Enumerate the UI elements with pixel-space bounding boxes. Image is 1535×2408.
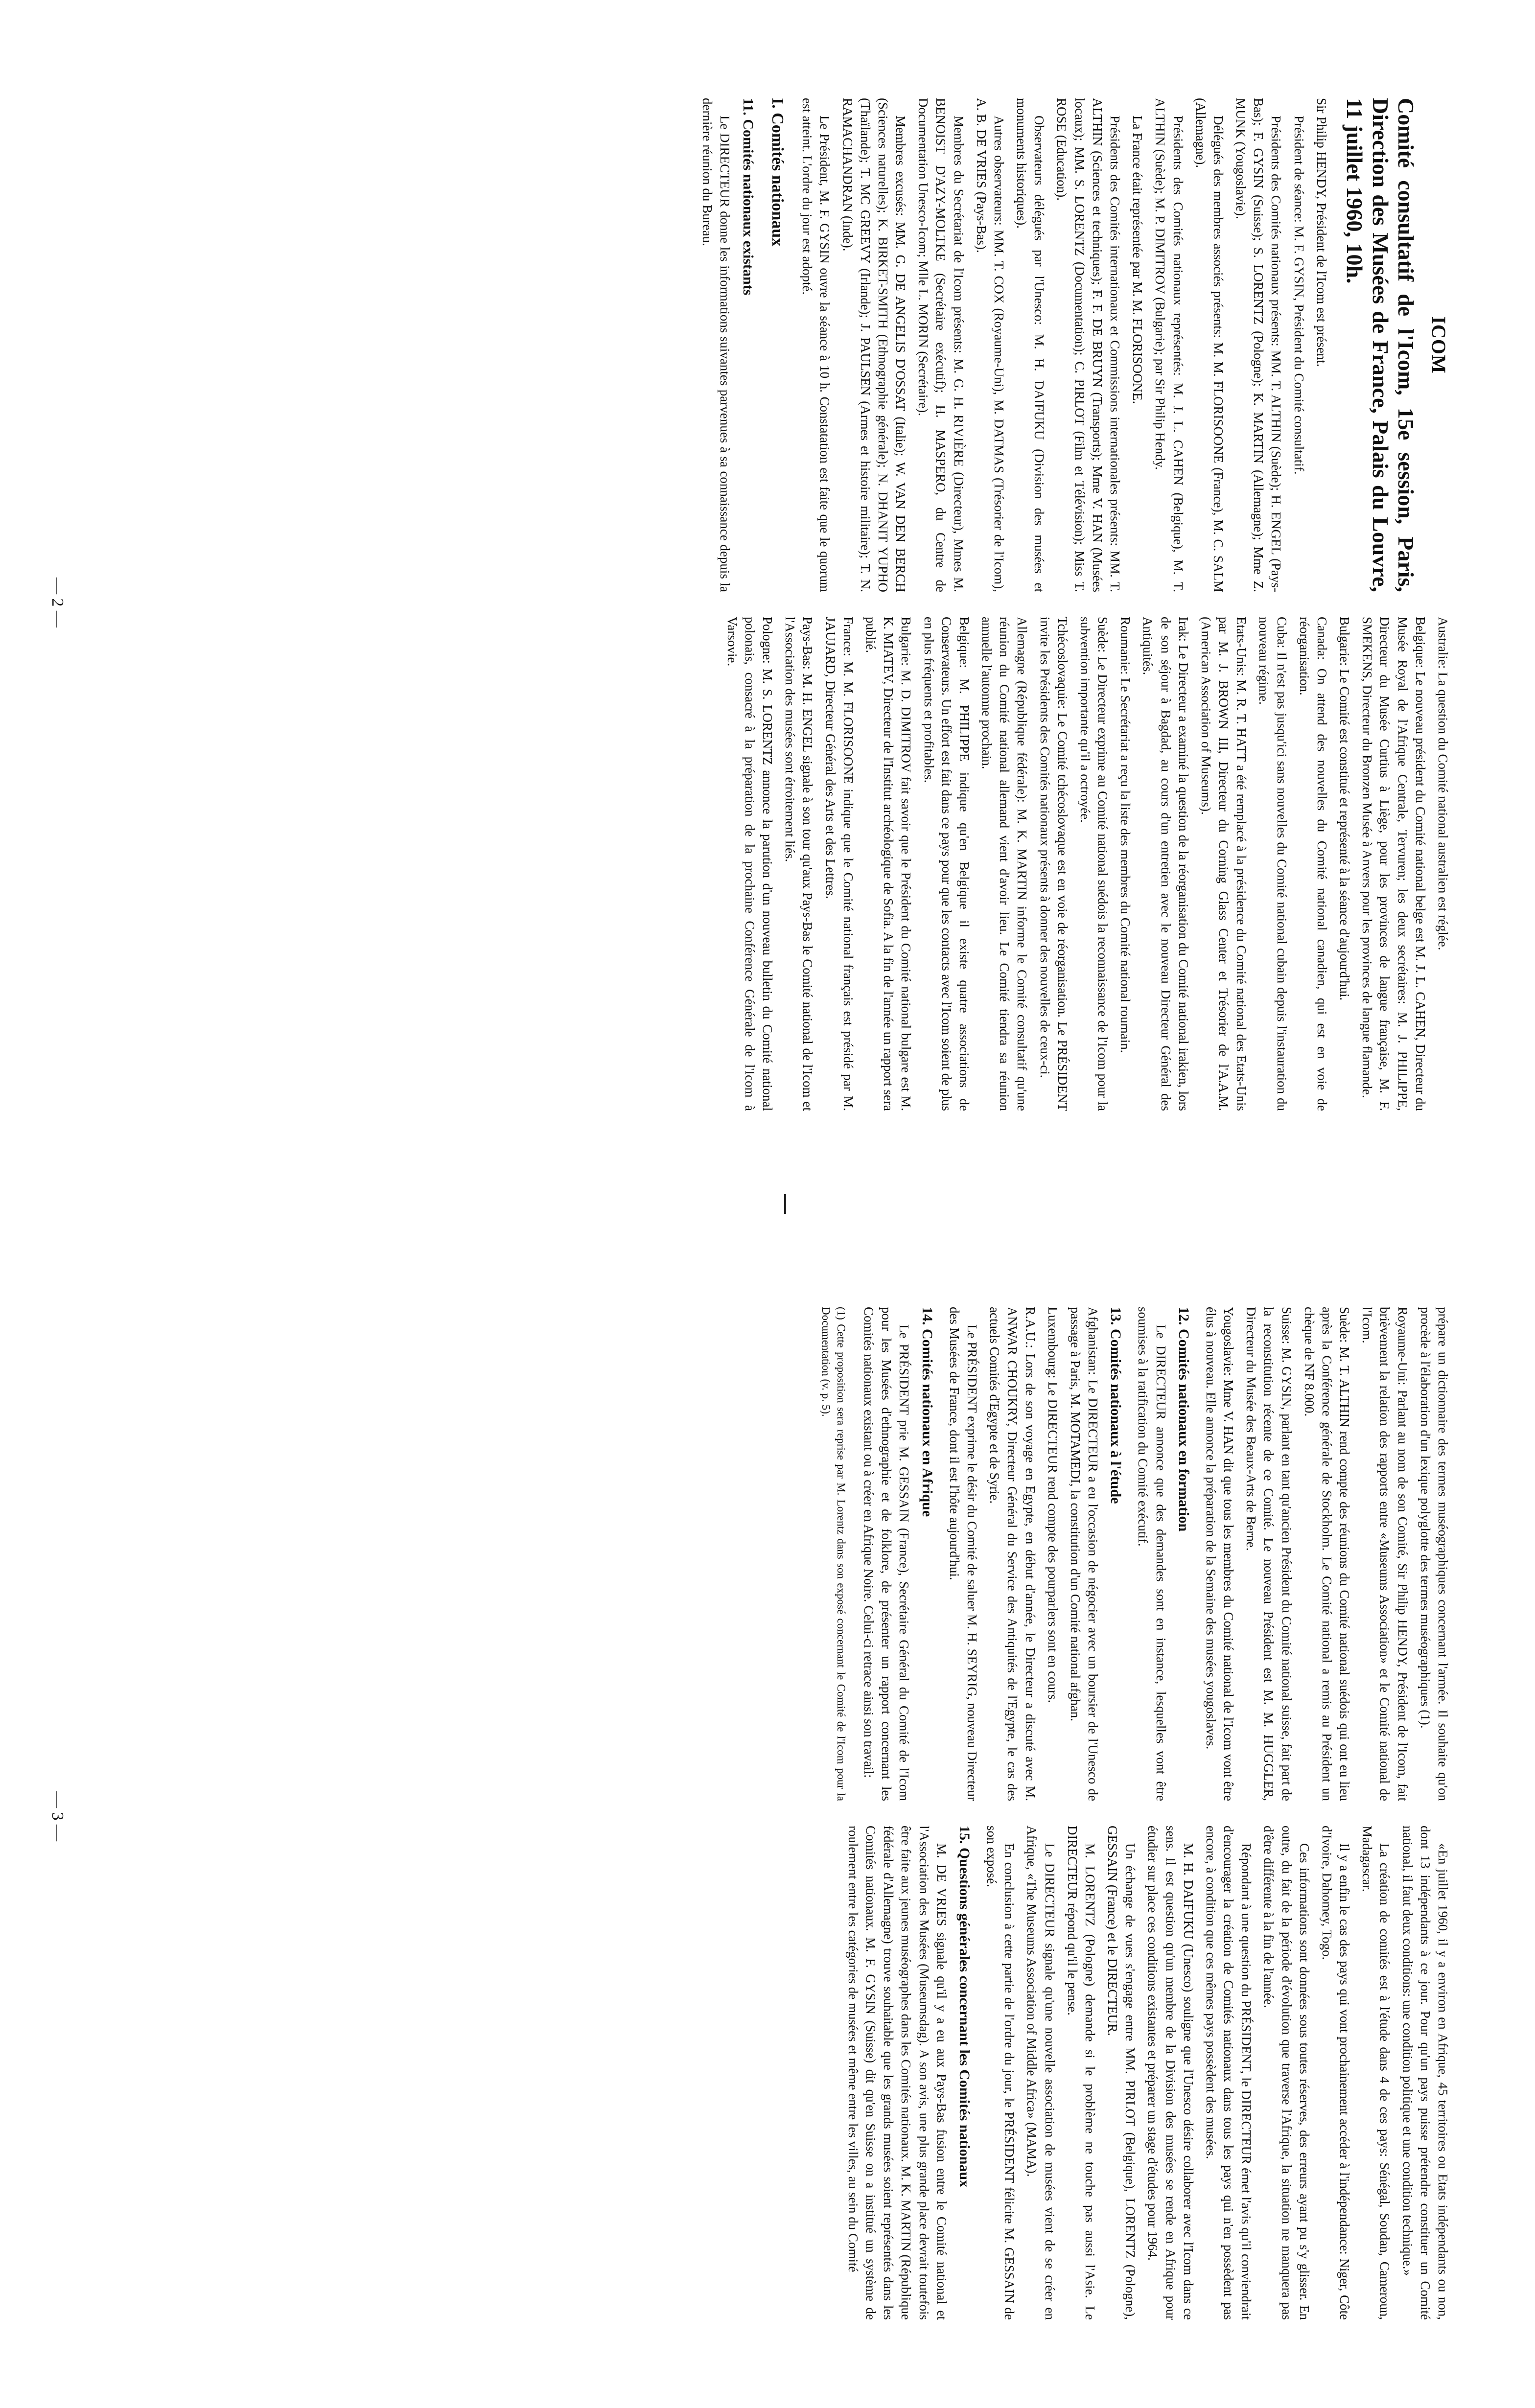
paragraph: La France était représentée par M. M. FLORISOONE. xyxy=(1130,116,1145,404)
paragraph: Le DIRECTEUR donne les informations suivantes parvenues à sa connaissance depuis la dernière réunion du Bureau. xyxy=(700,98,733,592)
page-number: — 2 — xyxy=(48,578,67,627)
paragraph: Membres du Secrétariat de l'Icom présents: M. G. H. RIVIÈRE (Directeur), Mmes M. BENOIST D'AZY-MOLTKE (Secrétaire exécutif); H. MASPERO, du Centre de Documentation Unesco-Icom; Mlle L. MORIN (Secrétaire). xyxy=(916,98,966,592)
paragraph: Yougoslavie: Mme V. HAN dit que tous les membres du Comité national de l'Icom vont être élus à nouveau. Elle annonce la préparation de la Semaine des musées yougoslaves. xyxy=(1203,1307,1236,1801)
paragraph: Suède: M. T. ALTHIN rend compte des réunions du Comité national suédois qui ont eu lieu après la Conférence générale de Stockholm. Le Comité national a remis au Président un chèque de NF 8.000. xyxy=(1302,1307,1352,1801)
masthead: ICOM xyxy=(1428,316,1450,374)
paragraph: Bulgarie: Le Comité est constitué et représenté à la séance d'aujourd'hui. xyxy=(1337,617,1352,1001)
paragraph: Répondant à une question du PRÉSIDENT, le DIRECTEUR émet l'avis qu'il conviendrait d'encourager la création de Comités nationaux dans tous les pays qui n'en possèdent pas encore, à condition que ces mêmes pays possèdent des musées. xyxy=(1203,1826,1254,2320)
paragraph: Cuba: Il n'est pas jusqu'ici sans nouvelles du Comité national cubain depuis l'instauration du nouveau régime. xyxy=(1256,617,1289,1111)
paragraph: Présidents des Comités nationaux représentés: M. J. L. CAHEN (Belgique), M. T. ALTHIN (Suède); M. P. DIMITROV (Bulgarie); par Sir Philip Hendy. xyxy=(1153,98,1186,592)
paragraph: Belgique: M. PHILIPPE indique qu'en Belgique il existe quatre associations de Conservateurs. Un effort est fait dans ce pays pour que les contacts avec l'Icom soient de plus en plus fréquents et profitables. xyxy=(921,617,972,1111)
paragraph: Canada: On attend des nouvelles du Comité national canadien, qui est en voie de réorganisation. xyxy=(1297,617,1329,1111)
footnote: (1) Cette proposition sera reprise par M. Lorentz dans son exposé concernant le Comité de l'Icom pour la Documentation (v. p. 5). xyxy=(820,1307,847,1801)
paragraph: Le Président, M. F. GYSIN ouvre la séance à 10 h. Constatation est faite que le quorum est atteint. L'ordre du jour est adopté. xyxy=(800,98,833,592)
paragraph: Roumanie: Le Secrétariat a reçu la liste des membres du Comité national roumain. xyxy=(1118,617,1133,1053)
paragraph: Un échange de vues s'engage entre MM. PIRLOT (Belgique), LORENTZ (Pologne), GESSAIN (France) et le DIRECTEUR. xyxy=(1105,1826,1138,2320)
paragraph: Le DIRECTEUR annonce que des demandes sont en instance, lesquelles vont être soumises à la ratification du Comité exécutif. xyxy=(1136,1307,1168,1801)
paragraph: Autres observateurs: MM. T. COX (Royaume-Uni), M. DATMAS (Trésorier de l'Icom), A. B. DE VRIES (Pays-Bas). xyxy=(974,98,1006,592)
paragraph: M. H. DAIFUKU (Unesco) souligne que l'Unesco désire collaborer avec l'Icom dans ce sens. Il est question qu'un membre de la Division des musées se rende en Afrique pour étudier sur place ces conditions existantes et préparer un stage d'études pour 1964. xyxy=(1145,1826,1196,2320)
paragraph: Présidents des Comités internationaux et Commissions internationales présents: MM. T. ALTHIN (Sciences et techniques); F. F. DE BRUYN (Transports); Mme V. HAN (Musées locaux); MM. S. LORENTZ (Documentation); C. PIRLOT (Film et Télévision); Miss T. ROSE (Education). xyxy=(1054,98,1123,592)
paragraph: Afghanistan: Le DIRECTEUR a eu l'occasion de négocier avec un boursier de l'Unesco de passage à Paris, M. MOTAMEDI, la constitution d'un Comité national afghan. xyxy=(1068,1307,1101,1801)
paragraph: Pologne: M. S. LORENTZ annonce la parution d'un nouveau bulletin du Comité national polonais, consacré à la préparation de la prochaine Conférence Générale de l'Icom à Varsovie. xyxy=(724,617,775,1111)
paragraph: Tchécoslovaquie: Le Comité tchécoslovaque est en voie de réorganisation. Le PRÉSIDENT invite les Présidents des Comités nationaux présents à donner des nouvelles de ceux-ci. xyxy=(1037,617,1070,1111)
subsection-heading: 11. Comités nationaux existants xyxy=(740,98,756,296)
paragraph: Le PRÉSIDENT exprime le désir du Comité de saluer M. H. SEYRIG, nouveau Directeur des Musées de France, dont il est l'hôte aujourd'hui. xyxy=(947,1307,980,1801)
paragraph: Belgique: Le nouveau président du Comité national belge est M. J. L. CAHEN, Directeur du Musée Royal de l'Afrique Centrale, Tervuren; les deux secrétaires: M. J. PHILIPPE, Directeur du Musée Curtius à Liège, pour les provinces de langue française, M. F. SMEKENS, Directeur du Bronzen Musée à Anvers pour les provinces de langue flamande. xyxy=(1360,617,1428,1111)
page-3 xyxy=(0,1204,1535,2408)
paragraph: Irak: Le Directeur a examiné la question de la réorganisation du Comité national irakien, lors de son séjour à Bagdad, au cours d'un entretien avec le nouveau Directeur Général des Antiquités. xyxy=(1140,617,1191,1111)
paragraph: Le PRÉSIDENT prie M. GESSAIN (France), Secrétaire Général du Comité de l'Icom pour les Musées d'ethnographie et de folklore, de présenter un rapport concernant les Comités nationaux existant ou à créer en Afrique Noire. Celui-ci retrace ainsi son travail: xyxy=(861,1307,912,1801)
subsection-heading: 14. Comités nationaux en Afrique xyxy=(919,1307,935,1517)
paragraph: En conclusion à cette partie de l'ordre du jour, le PRÉSIDENT félicite M. GESSAIN de son exposé. xyxy=(984,1826,1017,2320)
paragraph: Sir Philip HENDY, Président de l'Icom est présent. xyxy=(1314,98,1329,367)
paragraph: Observateurs délégués par l'Unesco: M. H. DAIFUKU (Division des musées et monuments historiques). xyxy=(1014,98,1047,592)
paragraph: Suisse: M. GYSIN, parlant en tant qu'ancien Président du Comité national suisse, fait part de la reconstitution récente de ce Comité. Le nouveau Président est M. M. HUGGLER, Directeur du Musée des Beaux-Arts de Berne. xyxy=(1244,1307,1294,1801)
subsection-heading: 13. Comités nationaux à l'étude xyxy=(1108,1307,1124,1504)
paragraph: M. DE VRIES signale qu'il y a eu aux Pays-Bas fusion entre le Comité national et l'Association des Musées (Museumsdag). A son avis, une plus grande place devrait toutefois être faite aux jeunes muséographes dans les Comités nationaux. M. K. MARTIN (République fédérale d'Allemagne) trouve souhaitable que les grands musées soient représentés dans les Comités nationaux. M. F. GYSIN (Suisse) dit qu'en Suisse on a institué un système de roulement entre les catégories de musées et même entre les villes, au sein du Comité xyxy=(845,1826,949,2320)
paragraph: Membres excusés: MM. G. DE ANGELIS D'OSSAT (Italie); W. VAN DEN BERCH (Sciences naturelles); K. BIRKET-SMITH (Ethnographie générale); N. DHANIT YUPHO (Thaïlande); T. MC GREEVY (Irlande); J. PAULSEN (Armes et histoire militaire); T. N. RAMACHANDRAN (Inde). xyxy=(840,98,908,592)
paragraph: Présidents des Comités nationaux présents: MM. T. ALTHIN (Suède); H. ENGEL (Pays-Bas); F. GYSIN (Suisse); S. LORENTZ (Pologne); K. MARTIN (Allemagne); Mme Z. MUNK (Yougoslavie). xyxy=(1233,98,1284,592)
paragraph: «En juillet 1960, il y a environ en Afrique, 45 territoires ou Etats indépendants ou non, dont 13 indépendants à ce jour. Pour qu'un pays puisse prétendre constituer un Comité national, il faut deux conditions: une condition politique et une condition technique.» xyxy=(1400,1826,1450,2320)
paragraph: Président de séance: M. F. GYSIN, Président du Comité consultatif. xyxy=(1291,116,1306,475)
paragraph: Le DIRECTEUR signale qu'une nouvelle association de musées vient de se créer en Afrique, «The Museums Association of Middle Africa» (MAMA). xyxy=(1024,1826,1057,2320)
page-2-column-2 xyxy=(719,617,1452,1111)
paragraph: M. LORENTZ (Pologne) demande si le problème ne touche pas aussi l'Asie. Le DIRECTEUR répond qu'il le pense. xyxy=(1065,1826,1097,2320)
subsection-heading: 12. Comités nationaux en formation xyxy=(1175,1307,1192,1532)
paragraph: Etats-Unis: M. R. T. HATT a été remplacé à la présidence du Comité national des Etats-Unis par M. J. BROWN III, Directeur du Corning Glass Center et Trésorier de l'A.A.M. (American Association of Museums). xyxy=(1198,617,1249,1111)
paragraph: Il y a enfin le cas des pays qui vont prochainement accéder à l'indépendance: Niger, Côte d'Ivoire, Dahomey, Togo. xyxy=(1319,1826,1352,2320)
subsection-heading: 15. Questions générales concernant les Comités nationaux xyxy=(956,1826,973,2188)
paragraph: prépare un dictionnaire des termes muséographiques concernant l'armée. Il souhaite qu'on procède à l'élaboration d'un lexique polyglotte des termes muséographiques (1). xyxy=(1418,1307,1450,1801)
paragraph: Bulgarie: M. D. DIMITROV fait savoir que le Président du Comité national bulgare est M. K. MIATEV, Directeur de l'Institut archéologique de Sofia. A la fin de l'année un rapport sera publié. xyxy=(863,617,914,1111)
paragraph: Royaume-Uni: Parlant au nom de son Comité, Sir Philip HENDY, Président de l'Icom, fait brièvement la relation des rapports entre «Museums Association» et le Comité national de l'Icom. xyxy=(1360,1307,1410,1801)
paragraph: R.A.U.: Lors de son voyage en Egypte, en début d'année, le Directeur a discuté avec M. ANWAR CHOUKRY, Directeur Général du Service des Antiquités de l'Egypte, le cas des actuels Comités d'Egypte et de Syrie. xyxy=(987,1307,1038,1801)
paragraph: Luxembourg: Le DIRECTEUR rend compte des pourparlers sont en cours. xyxy=(1045,1307,1060,1703)
page-number: — 3 — xyxy=(48,1791,67,1841)
page-2-column-1 xyxy=(694,98,1452,592)
paragraph: Ces informations sont données sous toutes réserves, des erreurs ayant pu s'y glisser. En outre, du fait de la période d'évolution que traverse l'Afrique, la situation ne manquera pas d'être différente à la fin de l'année. xyxy=(1261,1826,1312,2320)
paragraph: France: M. M. FLORISOONE indique que le Comité national français est présidé par M. JAUJARD, Directeur Général des Arts et des Lettres. xyxy=(823,617,856,1111)
page-3-column-1 xyxy=(813,1307,1452,1801)
document-title: Comité consultatif de l'Icom, 15e session, Paris, Direction des Musées de France, Palais du Louvre, 11 juillet 1960, 10h. xyxy=(1342,98,1419,592)
paragraph: La création de comités est à l'étude dans 4 de ces pays: Sénégal, Soudan, Cameroun, Madagascar. xyxy=(1360,1826,1393,2320)
page-3-column-2 xyxy=(839,1826,1452,2320)
paragraph: Pays-Bas: M. H. ENGEL signale à son tour qu'aux Pays-Bas le Comité national de l'Icom et l'Association des musées sont étroitement liés. xyxy=(783,617,815,1111)
paragraph: Australie: La question du Comité national australien est réglée. xyxy=(1436,617,1450,950)
paragraph: Allemagne (République fédérale): M. K. MARTIN informe le Comité consultatif qu'une réunion du Comité national allemand vient d'avoir lieu. Le Comité tiendra sa réunion annuelle l'automne prochain. xyxy=(979,617,1030,1111)
section-heading: I. Comités nationaux xyxy=(768,98,787,247)
paragraph: Suède: Le Directeur exprime au Comité national suédois la reconnaissance de l'Icom pour la subvention importante qu'il a octroyée. xyxy=(1077,617,1111,1111)
paragraph: Délégués des membres associés présents: M. M. FLORISOONE (France), M. C. SALM (Allemagne). xyxy=(1193,98,1226,592)
